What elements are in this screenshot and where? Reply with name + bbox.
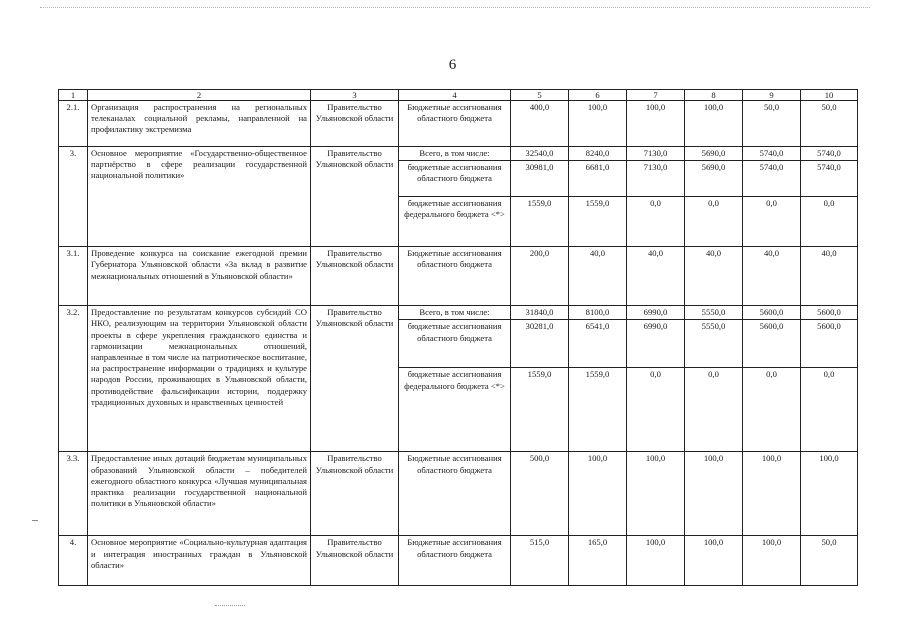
executor: Правительство Ульяновской области bbox=[311, 536, 399, 586]
funding-source: Всего, в том числе: bbox=[399, 147, 511, 161]
amount-cell: 1559,0 bbox=[569, 197, 627, 247]
amount-cell: 7130,0 bbox=[627, 147, 685, 161]
amount-cell: 5600,0 bbox=[743, 320, 801, 368]
activity-name: Проведение конкурса на соискание ежегодной премии Губернатора Ульяновской области «За вклад в развитие межнациональных отношений в Ульяновской области» bbox=[88, 247, 311, 306]
amount-cell: 5550,0 bbox=[685, 320, 743, 368]
table-row bbox=[59, 247, 858, 306]
table-row bbox=[59, 101, 858, 147]
executor: Правительство Ульяновской области bbox=[311, 101, 399, 147]
amount-cell: 515,0 bbox=[511, 536, 569, 586]
amount-cell: 100,0 bbox=[569, 452, 627, 536]
table-row bbox=[59, 147, 858, 161]
amount-cell: 50,0 bbox=[743, 101, 801, 147]
amount-cell: 30281,0 bbox=[511, 320, 569, 368]
column-number: 6 bbox=[569, 90, 627, 101]
amount-cell: 100,0 bbox=[743, 536, 801, 586]
funding-source: Бюджетные ассигнования областного бюджета bbox=[399, 101, 511, 147]
executor: Правительство Ульяновской области bbox=[311, 306, 399, 452]
amount-cell: 40,0 bbox=[569, 247, 627, 306]
column-number: 7 bbox=[627, 90, 685, 101]
funding-source: Бюджетные ассигнования областного бюджета bbox=[399, 247, 511, 306]
amount-cell: 100,0 bbox=[627, 536, 685, 586]
column-number: 3 bbox=[311, 90, 399, 101]
column-number: 10 bbox=[801, 90, 858, 101]
amount-cell: 5690,0 bbox=[685, 161, 743, 197]
amount-cell: 400,0 bbox=[511, 101, 569, 147]
table-row bbox=[59, 536, 858, 586]
amount-cell: 100,0 bbox=[743, 452, 801, 536]
table-row bbox=[59, 452, 858, 536]
amount-cell: 100,0 bbox=[569, 101, 627, 147]
funding-source: бюджетные ассигнования областного бюджета bbox=[399, 320, 511, 368]
amount-cell: 200,0 bbox=[511, 247, 569, 306]
budget-table bbox=[58, 89, 858, 586]
row-number: 3. bbox=[59, 147, 88, 247]
amount-cell: 30981,0 bbox=[511, 161, 569, 197]
amount-cell: 100,0 bbox=[627, 452, 685, 536]
amount-cell: 5600,0 bbox=[801, 320, 858, 368]
amount-cell: 40,0 bbox=[685, 247, 743, 306]
table-body bbox=[59, 90, 858, 586]
activity-name: Основное мероприятие «Государственно-общественное партнёрство в сфере реализации государственной национальной политики» bbox=[88, 147, 311, 247]
amount-cell: 0,0 bbox=[685, 197, 743, 247]
amount-cell: 5600,0 bbox=[743, 306, 801, 320]
page-number: 6 bbox=[448, 57, 457, 73]
funding-source: Бюджетные ассигнования областного бюджета bbox=[399, 452, 511, 536]
amount-cell: 1559,0 bbox=[511, 197, 569, 247]
row-number: 3.1. bbox=[59, 247, 88, 306]
column-number: 4 bbox=[399, 90, 511, 101]
funding-source: бюджетные ассигнования федерального бюджета <*> bbox=[399, 197, 511, 247]
amount-cell: 500,0 bbox=[511, 452, 569, 536]
amount-cell: 0,0 bbox=[743, 368, 801, 452]
row-number: 2.1. bbox=[59, 101, 88, 147]
amount-cell: 5550,0 bbox=[685, 306, 743, 320]
amount-cell: 31840,0 bbox=[511, 306, 569, 320]
amount-cell: 0,0 bbox=[685, 368, 743, 452]
column-number: 5 bbox=[511, 90, 569, 101]
amount-cell: 40,0 bbox=[801, 247, 858, 306]
amount-cell: 0,0 bbox=[801, 368, 858, 452]
executor: Правительство Ульяновской области bbox=[311, 452, 399, 536]
amount-cell: 100,0 bbox=[627, 101, 685, 147]
table-row bbox=[59, 306, 858, 320]
amount-cell: 5740,0 bbox=[743, 161, 801, 197]
executor: Правительство Ульяновской области bbox=[311, 247, 399, 306]
row-number: 4. bbox=[59, 536, 88, 586]
activity-name: Организация распространения на региональных телеканалах социальной рекламы, направленной на профилактику экстремизма bbox=[88, 101, 311, 147]
amount-cell: 40,0 bbox=[743, 247, 801, 306]
column-number: 9 bbox=[743, 90, 801, 101]
amount-cell: 6541,0 bbox=[569, 320, 627, 368]
amount-cell: 50,0 bbox=[801, 536, 858, 586]
funding-source: Всего, в том числе: bbox=[399, 306, 511, 320]
amount-cell: 0,0 bbox=[627, 368, 685, 452]
amount-cell: 5740,0 bbox=[743, 147, 801, 161]
amount-cell: 1559,0 bbox=[569, 368, 627, 452]
amount-cell: 5740,0 bbox=[801, 161, 858, 197]
amount-cell: 100,0 bbox=[801, 452, 858, 536]
amount-cell: 5600,0 bbox=[801, 306, 858, 320]
amount-cell: 100,0 bbox=[685, 536, 743, 586]
activity-name: Предоставление по результатам конкурсов субсидий СО НКО, реализующим на территории Ульяновской области проекты в сфере укрепления гражданского единства и гармонизации межнациональных отношений, направленные в том числе на патриотическое воспитание, на распространение информации о традициях и культуре народов России, проживающих в Ульяновской области, противодействие фальсификации истории, поддержку традиционных духовных и нравственных ценностей bbox=[88, 306, 311, 452]
amount-cell: 165,0 bbox=[569, 536, 627, 586]
funding-source: Бюджетные ассигнования областного бюджета bbox=[399, 536, 511, 586]
amount-cell: 100,0 bbox=[685, 452, 743, 536]
activity-name: Основное мероприятие «Социально-культурная адаптация и интеграция иностранных граждан в Ульяновской области» bbox=[88, 536, 311, 586]
amount-cell: 5690,0 bbox=[685, 147, 743, 161]
column-number: 8 bbox=[685, 90, 743, 101]
row-number: 3.2. bbox=[59, 306, 88, 452]
amount-cell: 8100,0 bbox=[569, 306, 627, 320]
scan-artifact-mark bbox=[215, 605, 245, 607]
amount-cell: 6990,0 bbox=[627, 306, 685, 320]
column-number: 1 bbox=[59, 90, 88, 101]
funding-source: бюджетные ассигнования областного бюджета bbox=[399, 161, 511, 197]
amount-cell: 8240,0 bbox=[569, 147, 627, 161]
column-number: 2 bbox=[88, 90, 311, 101]
executor: Правительство Ульяновской области bbox=[311, 147, 399, 247]
activity-name: Предоставление иных дотаций бюджетам муниципальных образований Ульяновской области – победителей ежегодного областного конкурса «Лучшая муниципальная практика реализации государственной национальной политики в Ульяновской области» bbox=[88, 452, 311, 536]
amount-cell: 1559,0 bbox=[511, 368, 569, 452]
scan-artifact-mark bbox=[32, 520, 38, 521]
amount-cell: 0,0 bbox=[627, 197, 685, 247]
amount-cell: 0,0 bbox=[743, 197, 801, 247]
row-number: 3.3. bbox=[59, 452, 88, 536]
amount-cell: 0,0 bbox=[801, 197, 858, 247]
column-number-row bbox=[59, 90, 858, 101]
amount-cell: 6681,0 bbox=[569, 161, 627, 197]
amount-cell: 32540,0 bbox=[511, 147, 569, 161]
amount-cell: 50,0 bbox=[801, 101, 858, 147]
amount-cell: 40,0 bbox=[627, 247, 685, 306]
amount-cell: 100,0 bbox=[685, 101, 743, 147]
scan-artifact-line bbox=[40, 7, 870, 10]
amount-cell: 6990,0 bbox=[627, 320, 685, 368]
amount-cell: 5740,0 bbox=[801, 147, 858, 161]
amount-cell: 7130,0 bbox=[627, 161, 685, 197]
funding-source: бюджетные ассигнования федерального бюджета <*> bbox=[399, 368, 511, 452]
